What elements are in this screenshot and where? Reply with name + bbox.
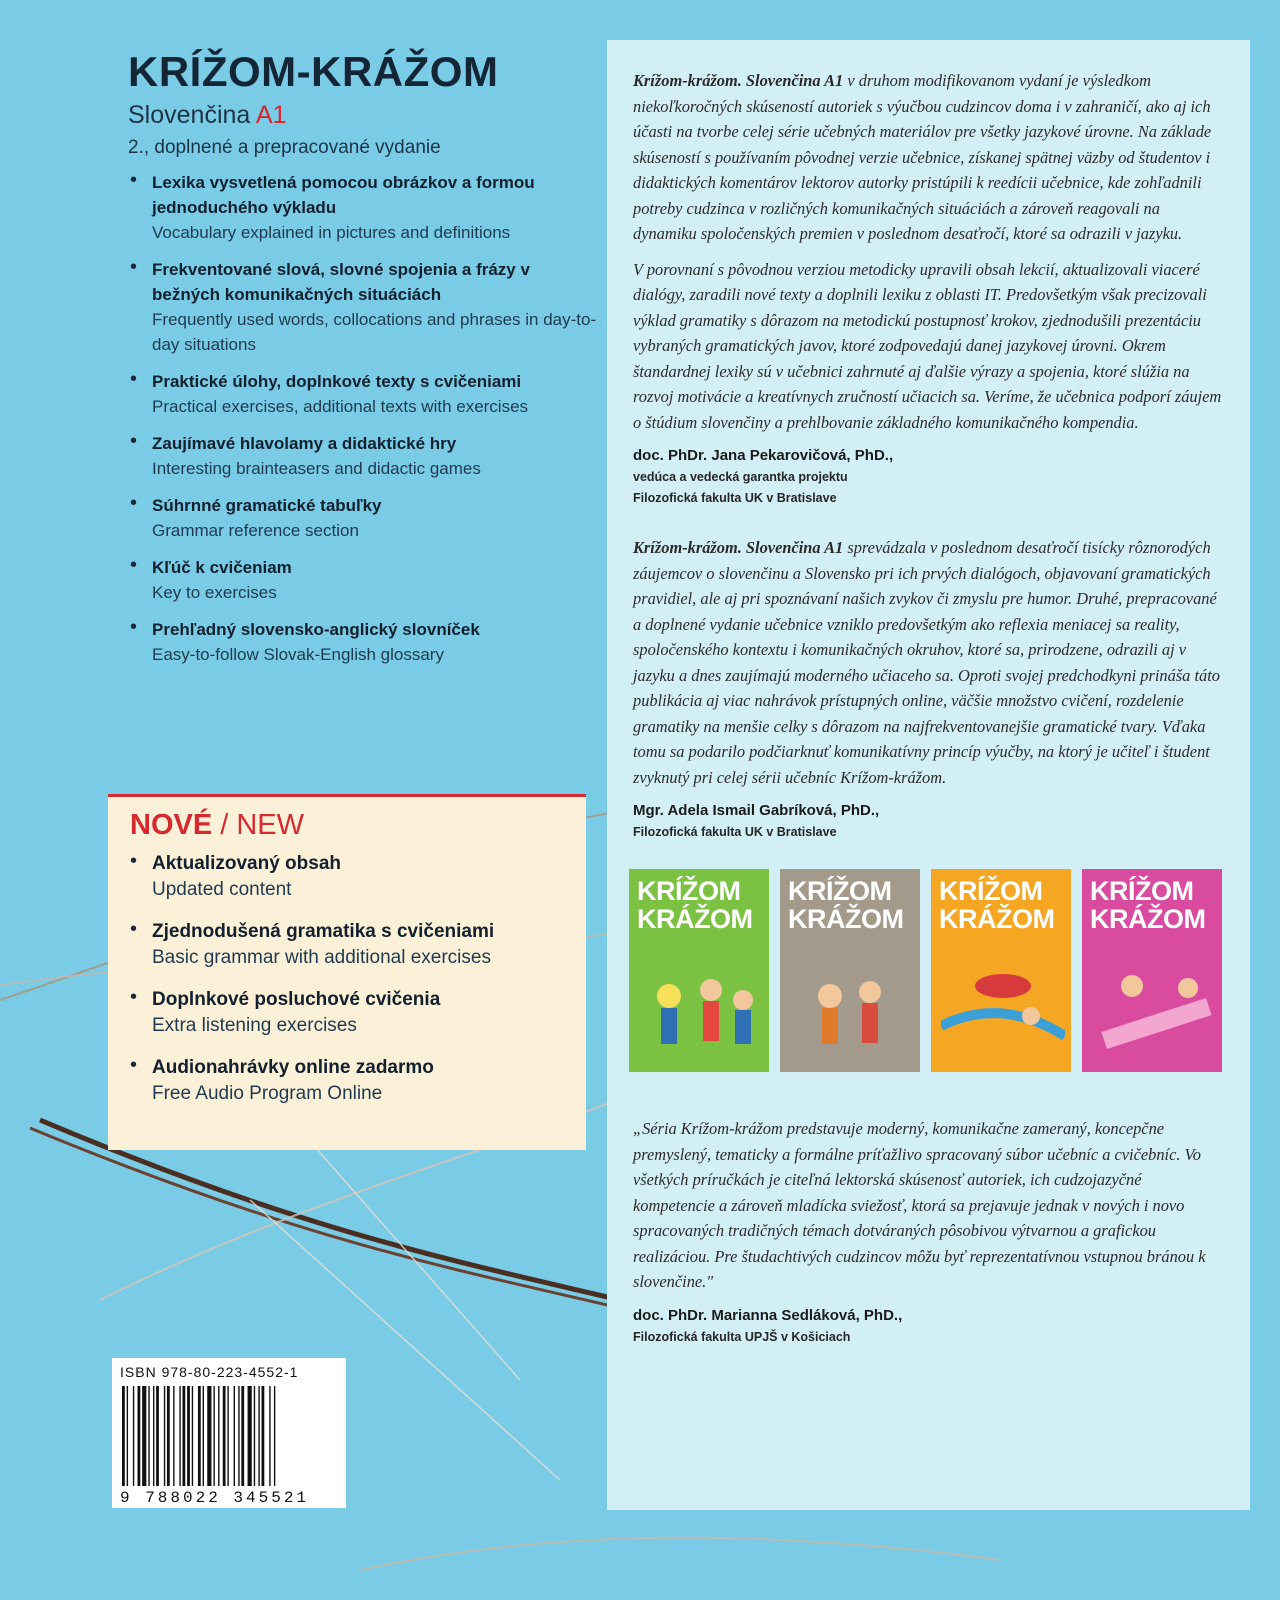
review-quote: „Séria Krížom-krážom predstavuje moderný, komunikačne zameraný, koncepčne premyslený, tematicky a formálne príťažlivo spracovaný súbor učebníc a cvičebníc. Vo všetkých príručkách je citeľná lektorská skúsenosť autoriek, ich cudzojazyčné kompetencie a zároveň mladícka sviežosť, ktorá sa prejavuje jednak v nových i novo spracovaných tradičných témach dotváraných pôsobivou výtvarnou a grafickou realizáciou. Pre študachtivých cudzincov môžu byť reprezentatívnou vstupnou bránou k slovenčine."	[633, 1119, 1206, 1291]
new-item-sk: • Audionahrávky online zadarmo	[152, 1057, 434, 1078]
new-item-sk: • Doplnkové posluchové cvičenia	[152, 989, 441, 1010]
series-cover	[629, 869, 769, 1072]
new-item	[130, 919, 586, 971]
feature-item	[128, 617, 598, 667]
cover-title-line1: KRÍŽOM	[1090, 876, 1194, 906]
new-item-sk: • Zjednodušená gramatika s cvičeniami	[152, 921, 495, 942]
description-paragraph-1	[633, 68, 1222, 247]
book-subtitle	[128, 100, 598, 130]
book-title: KRÍŽOM-KRÁŽOM	[128, 48, 499, 95]
feature-list	[128, 170, 598, 667]
description-paragraph-2: V porovnaní s pôvodnou verziou metodicky upravili obsah lekcií, aktualizovali viaceré dialógy, zaradili nové texty a doplnili lexiku z oblasti IT. Predovšetkým však precizovali výklad gramatiky s dôrazom na metodickú postupnosť krokov, zjednodušili prezentáciu vybraných gramatických javov, ktoré zodpovedajú danej jazykovej úrovni. Okrem štandardnej lexiky sú v učebnici zahrnuté aj ďalšie výrazy a spojenia, ktoré slúžia na rozvoj motivácie a kreatívnych zručností učiacich sa. Veríme, že učebnica podporí záujem o štúdium slovenčiny a prehlbovanie základného komunikačného kompendia.	[633, 259, 1222, 432]
feature-sk: • Praktické úlohy, doplnkové texty s cvičeniami	[152, 372, 522, 391]
feature-en: Easy-to-follow Slovak-English glossary	[152, 645, 444, 664]
series-cover	[1082, 869, 1222, 1072]
barcode-number: 9 788022 345521	[120, 1489, 310, 1507]
cover-illustration	[941, 956, 1065, 1056]
series-covers	[629, 869, 1222, 1072]
feature-sk: • Kľúč k cvičeniam	[152, 558, 292, 577]
cover-title-line2: KRÁŽOM	[1090, 904, 1206, 934]
feature-en: Practical exercises, additional texts with exercises	[152, 397, 529, 416]
signature-3-faculty: Filozofická fakulta UPJŠ v Košiciach	[633, 1329, 851, 1344]
feature-sk: • Súhrnné gramatické tabuľky	[152, 496, 382, 515]
subtitle-level: A1	[255, 101, 287, 129]
description-panel	[607, 40, 1250, 1510]
para3-lead: Krížom-krážom. Slovenčina A1	[633, 538, 844, 557]
para1-lead: Krížom-krážom. Slovenčina A1	[633, 71, 844, 90]
signature-1-role: vedúca a vedecká garantka projektu	[633, 470, 848, 484]
feature-item	[128, 170, 598, 245]
signature-2-name: Mgr. Adela Ismail Gabríková, PhD.,	[633, 802, 880, 819]
series-cover	[780, 869, 920, 1072]
feature-item	[128, 431, 598, 481]
cover-title-line2: KRÁŽOM	[939, 904, 1055, 934]
cover-illustration	[639, 956, 763, 1056]
cover-title-line2: KRÁŽOM	[637, 904, 753, 934]
new-title-sk: NOVÉ	[130, 809, 213, 841]
new-item	[130, 851, 586, 903]
new-item-en: Updated content	[152, 879, 292, 900]
edition-note: 2., doplnené a prepracované vydanie	[128, 137, 441, 158]
signature-3-name: doc. PhDr. Marianna Sedláková, PhD.,	[633, 1306, 903, 1324]
new-title	[130, 807, 586, 843]
signature-1-name: doc. PhDr. Jana Pekarovičová, PhD.,	[633, 447, 894, 464]
isbn-text: ISBN 978-80-223-4552-1	[120, 1364, 299, 1380]
cover-title-line1: KRÍŽOM	[637, 876, 741, 906]
subtitle-text: Slovenčina	[128, 101, 256, 129]
cover-title-line1: KRÍŽOM	[788, 876, 892, 906]
feature-sk: • Zaujímavé hlavolamy a didaktické hry	[152, 434, 457, 453]
isbn-barcode	[112, 1358, 346, 1508]
feature-en: Key to exercises	[152, 583, 277, 602]
feature-en: Frequently used words, collocations and phrases in day-to-day situations	[152, 310, 597, 354]
barcode-bars	[120, 1386, 338, 1486]
feature-item	[128, 555, 598, 605]
cover-illustration	[1092, 956, 1216, 1056]
series-cover	[931, 869, 1071, 1072]
para3-text: sprevádzala v poslednom desaťročí tisícky rôznorodých záujemcov o slovenčinu a Slovensko pri ich prvých dialógoch, objavovaní gramatických pravidiel, ale aj pri spoznávaní našich zvykov či zmyslu pre humor. Druhé, prepracované a doplnené vydanie učebnice vzniklo predovšetkým ako reflexia meniacej sa reality, spoločenského kontextu i komunikačných okruhov, ktoré sa, prirodzene, odrazili aj v jazyku a dnes zaujímajú moderného učiaceho sa. Oproti svojej predchodkyni prináša táto publikácia aj viac nahrávok prístupných online, väčšie množstvo cvičení, rozdelenie gramatiky na menšie celky s dôrazom na najfrekventovanejšie gramatické tvary. Vďaka tomu sa podarilo podčiarknuť komunikatívny princíp výučby, na ktorý je učiteľ i študent zvyknutý pri celej sérii učebníc Krížom-krážom.	[633, 538, 1220, 787]
cover-title-line1: KRÍŽOM	[939, 876, 1043, 906]
new-feature-list	[130, 851, 586, 1107]
new-item-sk: • Aktualizovaný obsah	[152, 853, 341, 874]
feature-sk: • Frekventované slová, slovné spojenia a frázy v bežných komunikačných situáciách	[152, 260, 530, 304]
signature-2-faculty: Filozofická fakulta UK v Bratislave	[633, 825, 837, 839]
new-item	[130, 987, 586, 1039]
new-item	[130, 1055, 586, 1107]
feature-sk: • Prehľadný slovensko-anglický slovníček	[152, 620, 480, 639]
feature-en: Interesting brainteasers and didactic games	[152, 459, 481, 478]
new-item-en: Free Audio Program Online	[152, 1083, 383, 1104]
para1-text: v druhom modifikovanom vydaní je výsledkom niekoľkoročných skúseností autoriek s výučbou cudzincov doma i v zahraničí, ako aj ich účasti na tvorbe celej série učebných materiálov pre všetky jazykové úrovne. Na základe skúseností s používaním pôvodnej verzie učebnice, získanej spätnej väzby od študentov i didaktických komentárov lektorov autorky pristúpili k reedícii učebnice, kde zohľadnili potreby cudzinca v rozličných komunikačných situáciách a zároveň reagovali na dynamiku spoločenských premien v poslednom desaťročí, ktoré sa odrazili v jazyku.	[633, 71, 1212, 243]
new-title-slash: /	[212, 809, 237, 841]
feature-item	[128, 493, 598, 543]
description-paragraph-3	[633, 535, 1222, 790]
feature-sk: • Lexika vysvetlená pomocou obrázkov a formou jednoduchého výkladu	[152, 173, 535, 217]
new-features-box	[108, 794, 586, 1150]
feature-item	[128, 369, 598, 419]
cover-illustration	[790, 956, 914, 1056]
new-title-en: NEW	[236, 809, 305, 841]
feature-en: Grammar reference section	[152, 521, 359, 540]
new-item-en: Basic grammar with additional exercises	[152, 947, 491, 968]
cover-title-line2: KRÁŽOM	[788, 904, 904, 934]
feature-item	[128, 257, 598, 357]
feature-en: Vocabulary explained in pictures and definitions	[152, 223, 511, 242]
new-item-en: Extra listening exercises	[152, 1015, 357, 1036]
left-column	[128, 48, 598, 679]
signature-1-faculty: Filozofická fakulta UK v Bratislave	[633, 491, 837, 505]
